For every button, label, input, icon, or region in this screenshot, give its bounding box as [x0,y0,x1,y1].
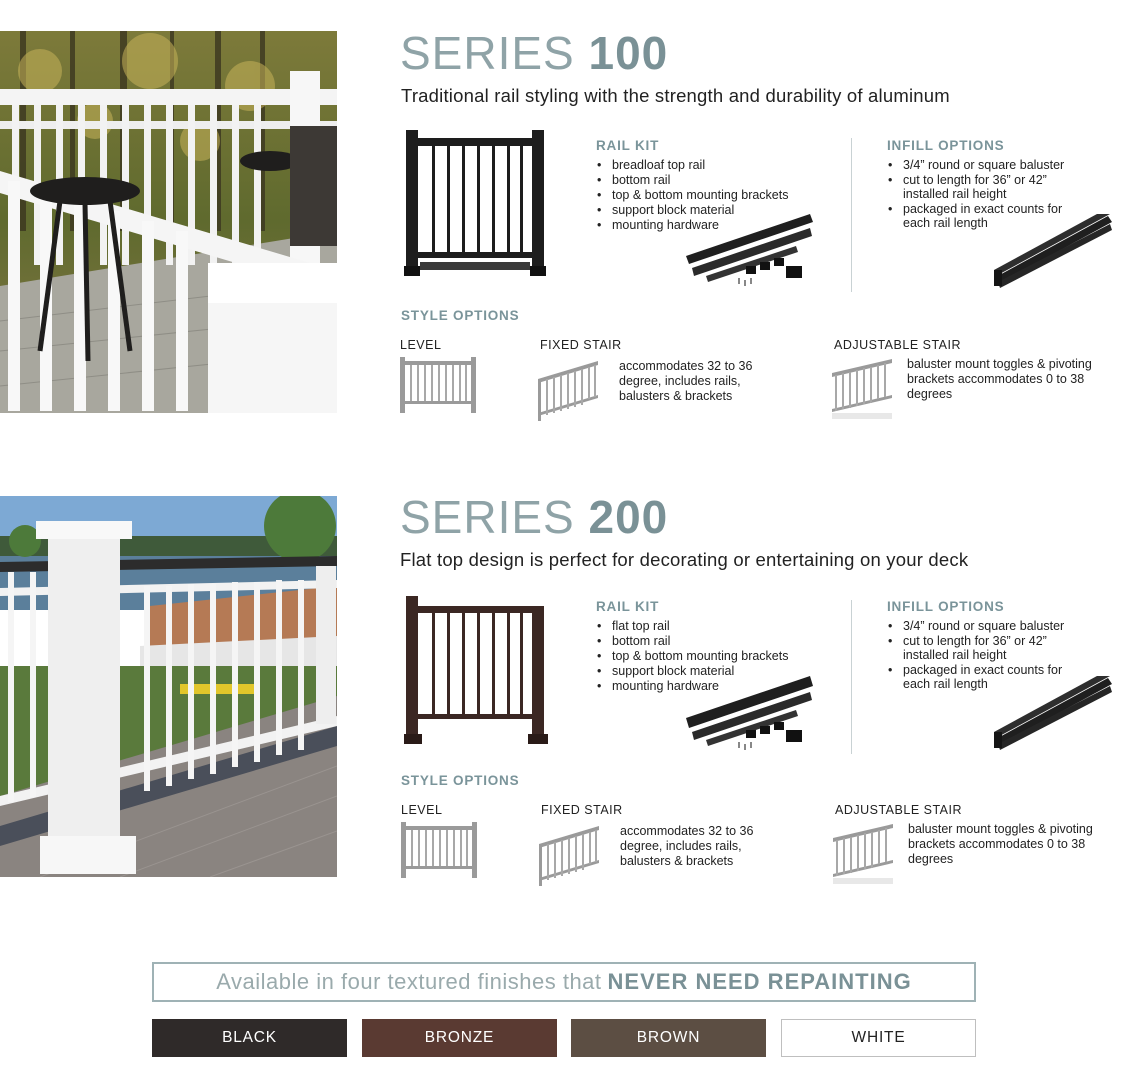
series-100-rail-parts-image [686,214,814,297]
series-100-adjustable-stair-label: ADJUSTABLE STAIR [834,338,962,352]
series-100-fixed-stair-label: FIXED STAIR [540,338,622,352]
series-200-adjustable-stair-desc: baluster mount toggles & pivoting brackets accommodates 0 to 38 degrees [908,822,1093,866]
series-200-rail-kit-heading: RAIL KIT [596,599,660,614]
finish-swatch-label: BRONZE [424,1029,495,1046]
list-item: • bottom rail [595,634,835,649]
series-100-fixed-stair-image [538,357,602,428]
finish-swatch-black [152,1019,347,1057]
series-100-photo [0,31,337,413]
finishes-banner-text: Available in four textured finishes that [216,969,602,994]
series-200-rail-parts-image [686,676,814,759]
series-200-style-heading: STYLE OPTIONS [401,773,520,788]
series-200-divider [851,600,852,754]
list-item: • top & bottom mounting brackets [595,649,835,664]
series-200-fixed-stair-label: FIXED STAIR [541,803,623,817]
list-item: • packaged in exact counts for each rail length [886,663,1078,692]
series-200-adjustable-stair-image [833,822,897,893]
list-item: • cut to length for 36” or 42” installed rail height [886,173,1088,202]
finish-swatch-label: BLACK [222,1029,277,1046]
list-item: • top & bottom mounting brackets [595,188,835,203]
finish-swatch-label: WHITE [851,1029,906,1046]
series-200-baluster-image [992,676,1114,755]
series-100-baluster-image [992,214,1114,293]
series-100-adjustable-stair-image [832,357,896,428]
series-100-style-heading: STYLE OPTIONS [401,308,520,323]
series-100-fixed-stair-desc: accommodates 32 to 36 degree, includes rails, balusters & brackets [619,359,753,403]
list-item: • breadloaf top rail [595,158,835,173]
list-item: • bottom rail [595,173,835,188]
finishes-banner-emphasis: NEVER NEED REPAINTING [607,969,912,994]
series-100-rail-kit-heading: RAIL KIT [596,138,660,153]
series-200-tagline: Flat top design is perfect for decorating or entertaining on your deck [400,549,969,570]
series-200-level-label: LEVEL [401,803,443,817]
finishes-banner [152,962,976,1002]
list-item: • 3/4” round or square baluster [886,619,1096,634]
finish-swatch-brown [571,1019,766,1057]
list-item: • mounting hardware [595,679,835,694]
list-item: • packaged in exact counts for each rail length [886,202,1078,231]
list-item: • cut to length for 36” or 42” installed rail height [886,634,1088,663]
series-100-rail-panel-image [404,128,549,283]
series-100-tagline: Traditional rail styling with the strength and durability of aluminum [401,85,950,106]
series-200-fixed-stair-desc: accommodates 32 to 36 degree, includes rails, balusters & brackets [620,824,754,868]
series-200-level-rail-image [401,822,479,883]
series-200-photo [0,496,337,877]
list-item: • support block material [595,203,835,218]
series-200-adjustable-stair-label: ADJUSTABLE STAIR [835,803,963,817]
list-item: • support block material [595,664,835,679]
series-100-title: SERIES 100 [400,27,669,79]
series-100-level-label: LEVEL [400,338,442,352]
finish-swatch-label: BROWN [636,1029,701,1046]
series-200-infill-heading: INFILL OPTIONS [887,599,1005,614]
series-200-fixed-stair-image [539,822,603,893]
finish-swatch-white [781,1019,976,1057]
series-100-infill-heading: INFILL OPTIONS [887,138,1005,153]
series-100-adjustable-stair-desc: baluster mount toggles & pivoting brackets accommodates 0 to 38 degrees [907,357,1092,401]
series-100-level-rail-image [400,357,478,418]
list-item: • flat top rail [595,619,835,634]
finish-swatch-bronze [362,1019,557,1057]
series-100-divider [851,138,852,292]
series-200-title: SERIES 200 [400,491,669,543]
list-item: • 3/4” round or square baluster [886,158,1096,173]
series-200-rail-panel-image [404,596,550,751]
list-item: • mounting hardware [595,218,835,233]
